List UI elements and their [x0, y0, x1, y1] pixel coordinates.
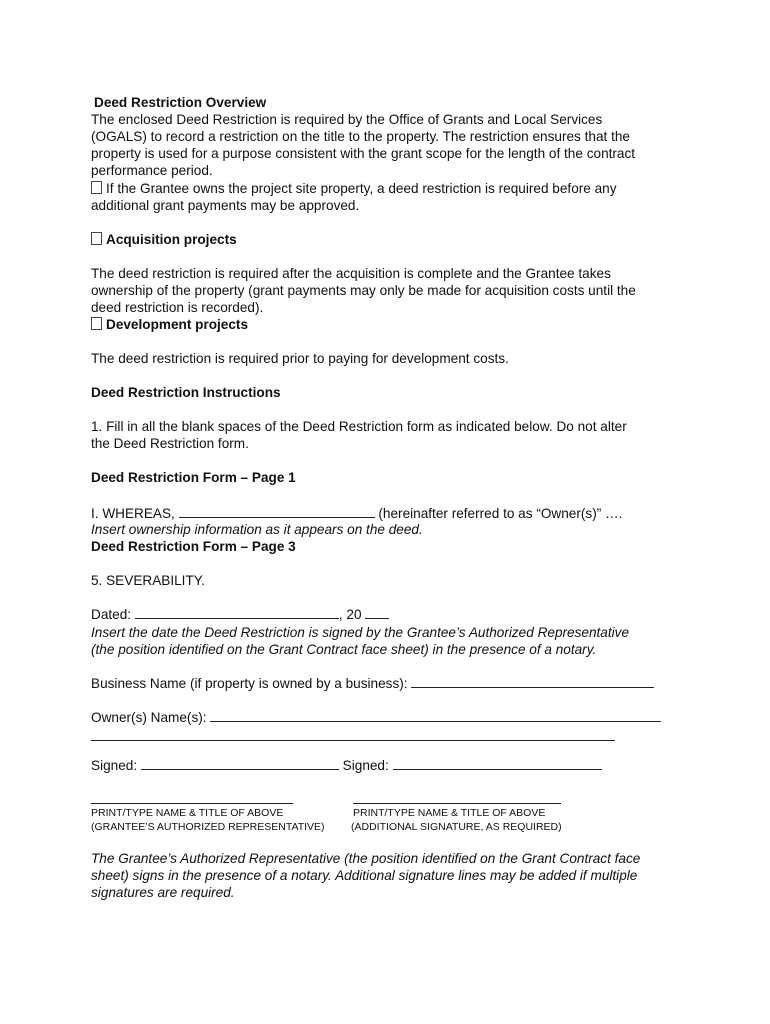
- bullet-box-icon: [91, 181, 102, 194]
- print-name-line-left[interactable]: [91, 803, 293, 804]
- acquisition-line-1: The deed restriction is required after the acquisition is complete and the Grantee takes: [91, 266, 611, 281]
- closing-line-1: The Grantee’s Authorized Representative (the position identified on the Grant Contract face: [91, 851, 641, 866]
- closing-line-2: sheet) signs in the presence of a notary. Additional signature lines may be added if multiple: [91, 868, 638, 883]
- overview-line-2: (OGALS) to record a restriction on the title to the property. The restriction ensures that the: [91, 129, 630, 144]
- instructions-line-2: the Deed Restriction form.: [91, 436, 249, 451]
- page1-heading: Deed Restriction Form – Page 1: [91, 470, 296, 485]
- overview-bullet-line-1: If the Grantee owns the project site property, a deed restriction is required before any: [91, 180, 617, 197]
- whereas-line: I. WHEREAS, (hereinafter referred to as “Owner(s)” ….: [91, 506, 623, 521]
- overview-line-1: The enclosed Deed Restriction is required by the Office of Grants and Local Services: [91, 112, 603, 127]
- dated-line: Dated: , 20: [91, 606, 389, 623]
- date-note-line-1: Insert the date the Deed Restriction is signed by the Grantee’s Authorized Representative: [91, 625, 630, 640]
- business-name-line: Business Name (if property is owned by a business):: [91, 675, 654, 692]
- date-note-line-2: (the position identified on the Grant Contract face sheet) in the presence of a notary.: [91, 642, 597, 657]
- page1-note: Insert ownership information as it appears on the deed.: [91, 522, 423, 537]
- owners-name-line: Owner(s) Name(s):: [91, 709, 661, 726]
- owners-name-field-continued[interactable]: [91, 740, 615, 741]
- instructions-line-1: 1. Fill in all the blank spaces of the Deed Restriction form as indicated below. Do not alter: [91, 419, 627, 434]
- overview-bullet-line-2: additional grant payments may be approved.: [91, 198, 360, 213]
- overview-line-4: performance period.: [91, 163, 213, 178]
- overview-line-3: property is used for a purpose consistent with the grant scope for the length of the contract: [91, 146, 636, 161]
- overview-heading: Deed Restriction Overview: [94, 95, 267, 110]
- business-name-field[interactable]: [411, 675, 654, 688]
- development-text: The deed restriction is required prior to paying for development costs.: [91, 351, 509, 366]
- acquisition-line-3: deed restriction is recorded).: [91, 300, 264, 315]
- signature-field-2[interactable]: [393, 757, 602, 770]
- print-name-line-right[interactable]: [353, 803, 561, 804]
- year-blank-field[interactable]: [365, 606, 389, 619]
- print-right-label-2: (ADDITIONAL SIGNATURE, AS REQUIRED): [351, 821, 562, 833]
- owners-name-field[interactable]: [210, 709, 661, 722]
- print-left-label-1: PRINT/TYPE NAME & TITLE OF ABOVE: [91, 807, 284, 819]
- acquisition-line-2: ownership of the property (grant payments may only be made for acquisition costs until the: [91, 283, 636, 298]
- severability: 5. SEVERABILITY.: [91, 573, 205, 588]
- development-heading: Development projects: [91, 316, 248, 333]
- signature-field-1[interactable]: [141, 757, 339, 770]
- bullet-box-icon: [91, 317, 102, 330]
- bullet-box-icon: [91, 232, 102, 245]
- print-left-label-2: (GRANTEE’S AUTHORIZED REPRESENTATIVE): [91, 821, 325, 833]
- page3-heading: Deed Restriction Form – Page 3: [91, 539, 296, 554]
- closing-line-3: signatures are required.: [91, 885, 235, 900]
- print-right-label-1: PRINT/TYPE NAME & TITLE OF ABOVE: [353, 807, 546, 819]
- date-blank-field[interactable]: [135, 606, 339, 619]
- owner-blank-field[interactable]: [179, 505, 375, 518]
- acquisition-heading: Acquisition projects: [91, 231, 237, 248]
- instructions-heading: Deed Restriction Instructions: [91, 385, 281, 400]
- signed-line: Signed: Signed:: [91, 757, 602, 774]
